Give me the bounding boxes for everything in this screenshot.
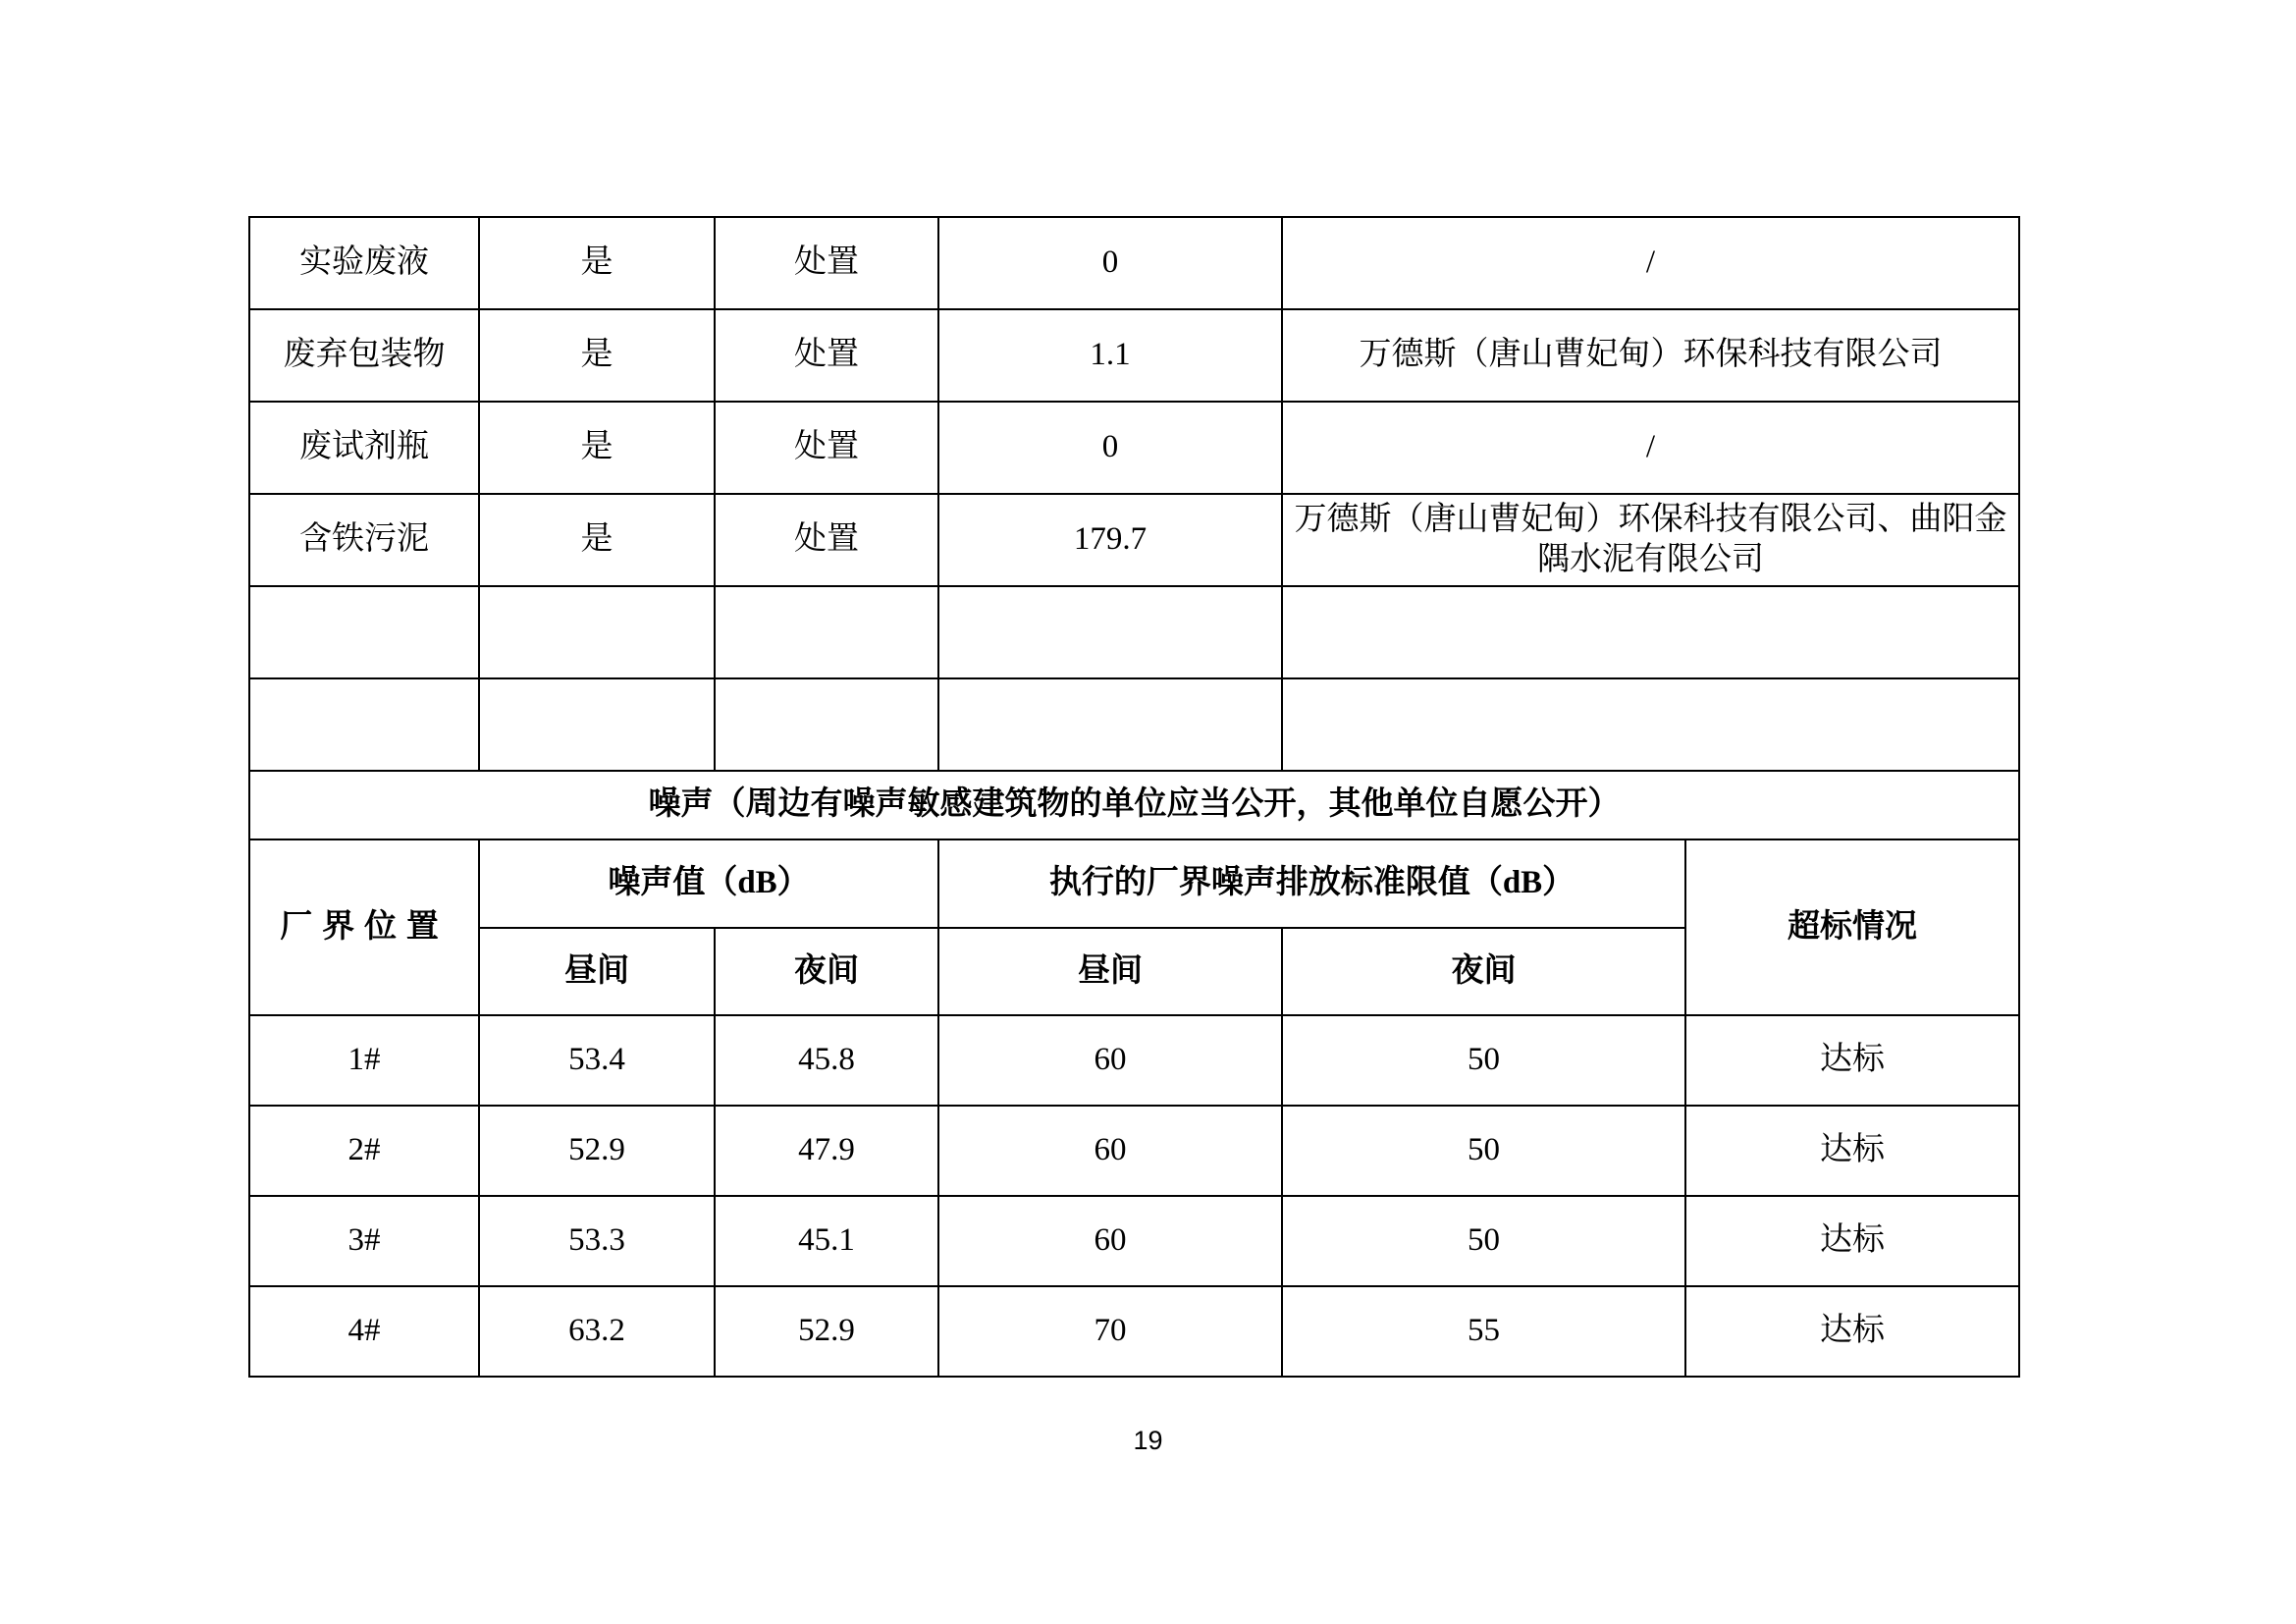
waste-method-cell xyxy=(715,678,938,771)
waste-table-empty-row xyxy=(249,586,2019,678)
waste-amount-cell xyxy=(938,586,1282,678)
noise-day-limit-cell: 60 xyxy=(938,1015,1282,1106)
col-header-day: 昼间 xyxy=(479,928,715,1015)
noise-data-row xyxy=(249,1286,2019,1377)
waste-table-row xyxy=(249,494,2019,586)
environmental-report-table xyxy=(248,216,2020,1378)
waste-method-cell: 处置 xyxy=(715,494,938,586)
waste-table-row xyxy=(249,217,2019,309)
col-header-exceed-status: 超标情况 xyxy=(1685,839,2019,1015)
noise-night-limit-cell: 55 xyxy=(1282,1286,1685,1377)
waste-disclosed-cell: 是 xyxy=(479,402,715,494)
col-header-noise-value: 噪声值（dB） xyxy=(479,839,938,928)
noise-day-limit-cell: 60 xyxy=(938,1106,1282,1196)
waste-receiver-cell xyxy=(1282,586,2019,678)
noise-status-cell: 达标 xyxy=(1685,1015,2019,1106)
waste-amount-cell: 0 xyxy=(938,217,1282,309)
waste-amount-cell: 1.1 xyxy=(938,309,1282,402)
waste-name-cell: 废弃包装物 xyxy=(249,309,479,402)
noise-day-limit-cell: 70 xyxy=(938,1286,1282,1377)
noise-day-limit-cell: 60 xyxy=(938,1196,1282,1286)
noise-night-limit-cell: 50 xyxy=(1282,1196,1685,1286)
waste-amount-cell xyxy=(938,678,1282,771)
noise-day-value-cell: 53.3 xyxy=(479,1196,715,1286)
waste-receiver-cell: / xyxy=(1282,402,2019,494)
waste-disclosed-cell xyxy=(479,678,715,771)
noise-location-cell: 1# xyxy=(249,1015,479,1106)
noise-status-cell: 达标 xyxy=(1685,1286,2019,1377)
waste-method-cell: 处置 xyxy=(715,402,938,494)
waste-amount-cell: 179.7 xyxy=(938,494,1282,586)
noise-night-value-cell: 47.9 xyxy=(715,1106,938,1196)
waste-name-cell: 实验废液 xyxy=(249,217,479,309)
noise-header-row xyxy=(249,839,2019,928)
noise-night-limit-cell: 50 xyxy=(1282,1106,1685,1196)
col-header-boundary-location: 厂界位置 xyxy=(249,839,479,1015)
noise-night-value-cell: 45.8 xyxy=(715,1015,938,1106)
waste-receiver-cell xyxy=(1282,678,2019,771)
waste-receiver-cell: / xyxy=(1282,217,2019,309)
noise-status-cell: 达标 xyxy=(1685,1106,2019,1196)
noise-location-cell: 2# xyxy=(249,1106,479,1196)
waste-method-cell xyxy=(715,586,938,678)
col-header-standard-limit: 执行的厂界噪声排放标准限值（dB） xyxy=(938,839,1685,928)
noise-data-row xyxy=(249,1015,2019,1106)
waste-amount-cell: 0 xyxy=(938,402,1282,494)
noise-section-title-row xyxy=(249,771,2019,839)
waste-disclosed-cell: 是 xyxy=(479,494,715,586)
waste-name-cell: 废试剂瓶 xyxy=(249,402,479,494)
noise-day-value-cell: 63.2 xyxy=(479,1286,715,1377)
noise-location-cell: 4# xyxy=(249,1286,479,1377)
col-header-night: 夜间 xyxy=(715,928,938,1015)
noise-location-cell: 3# xyxy=(249,1196,479,1286)
noise-status-cell: 达标 xyxy=(1685,1196,2019,1286)
noise-night-value-cell: 52.9 xyxy=(715,1286,938,1377)
waste-disclosed-cell: 是 xyxy=(479,309,715,402)
waste-name-cell xyxy=(249,678,479,771)
waste-method-cell: 处置 xyxy=(715,309,938,402)
noise-day-value-cell: 53.4 xyxy=(479,1015,715,1106)
noise-day-value-cell: 52.9 xyxy=(479,1106,715,1196)
waste-disclosed-cell: 是 xyxy=(479,217,715,309)
waste-name-cell xyxy=(249,586,479,678)
waste-disclosed-cell xyxy=(479,586,715,678)
waste-table-empty-row xyxy=(249,678,2019,771)
waste-table-row xyxy=(249,309,2019,402)
waste-table-row xyxy=(249,402,2019,494)
page-number: 19 xyxy=(1133,1426,1163,1455)
noise-data-row xyxy=(249,1196,2019,1286)
noise-data-row xyxy=(249,1106,2019,1196)
noise-night-value-cell: 45.1 xyxy=(715,1196,938,1286)
waste-receiver-cell: 万德斯（唐山曹妃甸）环保科技有限公司、曲阳金隅水泥有限公司 xyxy=(1282,494,2019,586)
col-header-day: 昼间 xyxy=(938,928,1282,1015)
noise-section-title: 噪声（周边有噪声敏感建筑物的单位应当公开，其他单位自愿公开） xyxy=(249,771,2019,839)
waste-method-cell: 处置 xyxy=(715,217,938,309)
col-header-night: 夜间 xyxy=(1282,928,1685,1015)
noise-night-limit-cell: 50 xyxy=(1282,1015,1685,1106)
waste-name-cell: 含铁污泥 xyxy=(249,494,479,586)
waste-receiver-cell: 万德斯（唐山曹妃甸）环保科技有限公司 xyxy=(1282,309,2019,402)
